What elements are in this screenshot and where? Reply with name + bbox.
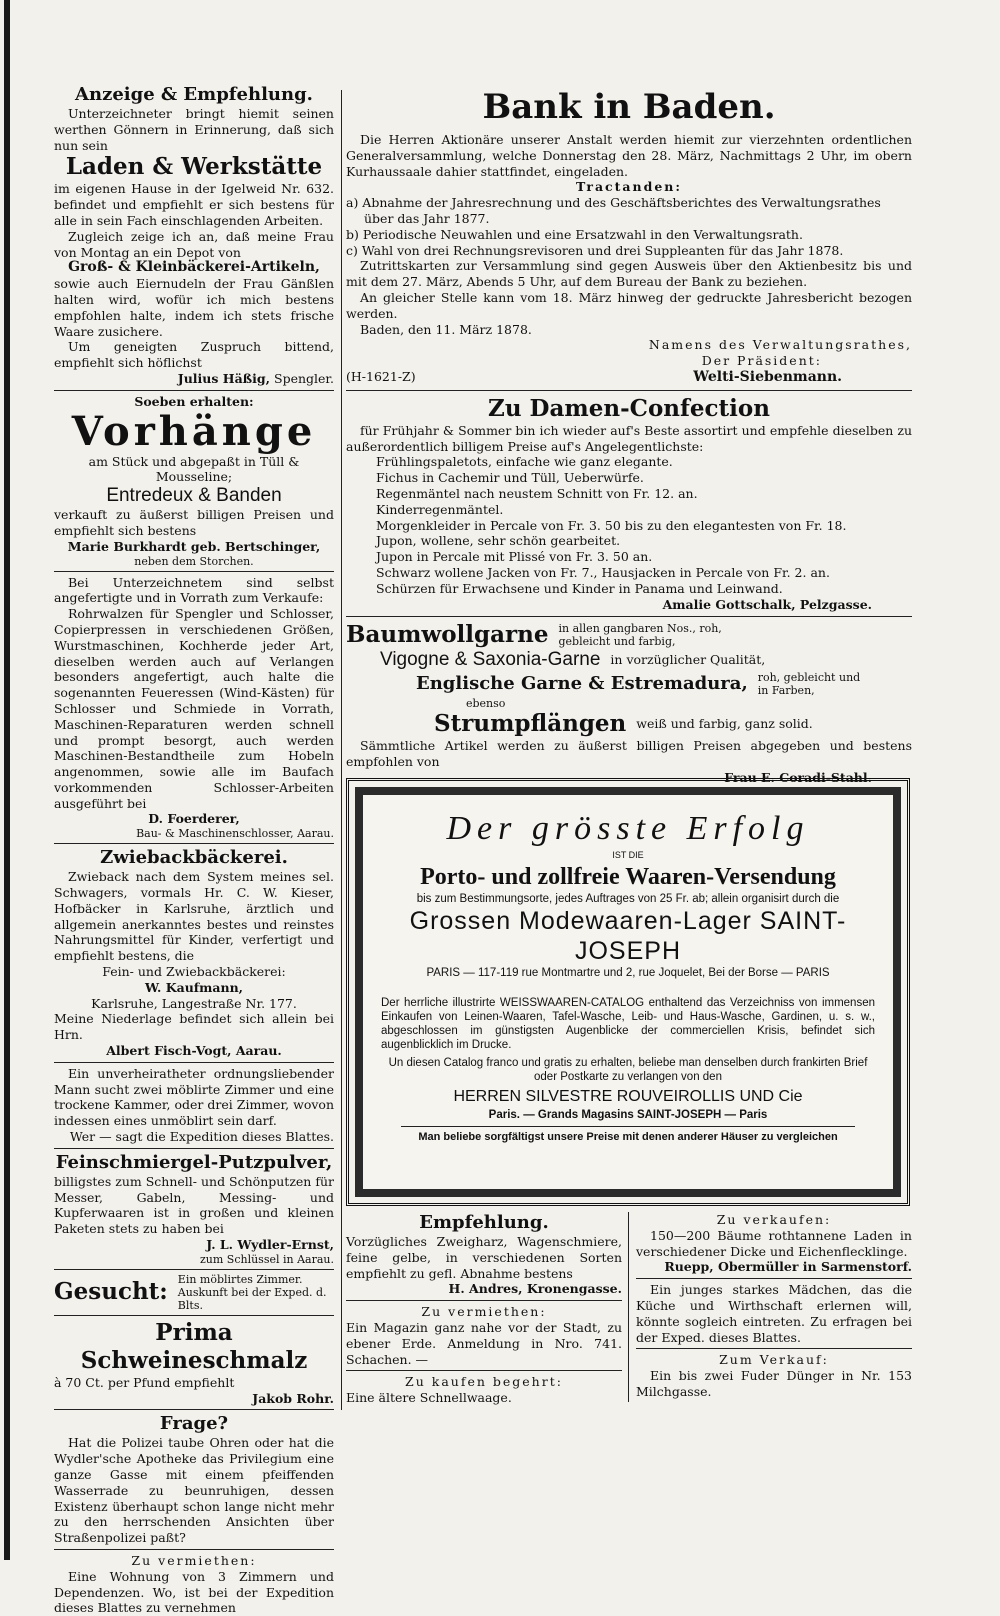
ad-text: Eine Wohnung von 3 Zimmern und Dependenzen. Wo, ist bei der Expedition dieses Blattes zu vernehmen [54,1568,334,1616]
ad-headline: Zwiebackbäckerei. [100,847,288,869]
ad-headline: Laden & Werkstätte [65,153,323,181]
garne-line [346,671,912,697]
ad-kicker: Zu vermiethen: [131,1552,257,1568]
ad-text: Eine ältere Schnellwaage. [346,1390,512,1406]
list-item: b) Periodische Neuwahlen und eine Ersatzwahl in den Verwaltungsrath. [346,226,803,242]
ad-kicker: Soeben erhalten: [134,393,254,409]
damen-headline: Zu Damen-Confection [488,394,770,422]
ad-kicker: Zum Verkauf: [719,1352,829,1368]
ad-signature-sub: neben dem Storchen. [134,554,254,568]
ad-signature: J. L. Wydler-Ernst, [206,1237,334,1253]
ad-text: Bei Unterzeichnetem sind selbst angefertigte und in Vorrath zum Verkaufe: [54,574,334,606]
ad-title: Anzeige & Empfehlung. [75,84,313,105]
ad-headline: Frage? [159,1413,229,1435]
garne-note: weiß und farbig, ganz solid. [636,716,813,732]
ad-signature: Julius Häßig, Spengler. [177,370,334,386]
garne-note: roh, gebleicht und in Farben, [757,671,861,698]
garne-line [346,710,912,738]
ad-text: sowie auch Eiernudeln der Frau Gänßlen halten wird, wofür ich mich bestens empfohlen halte, indem ich stets frische Waare zusichere. [54,276,334,339]
ad-text: à 70 Ct. per Pfund empfiehlt [54,1374,235,1390]
bank-headline: Bank in Baden. [482,87,776,127]
list-item: Schürzen für Erwachsene und Kinder in Panama und Leinwand. [376,580,783,596]
ad-signature: Marie Burkhardt geb. Bertschinger, [67,538,321,554]
garne-headline: Baumwollgarne [346,621,549,649]
ad-text: Fein- und Zwiebackbäckerei: [102,964,286,980]
column-divider [341,90,342,1410]
ad-box-firm: HERREN SILVESTRE ROUVEIROLLIS UND Cie [453,1088,803,1105]
ad-box-address: PARIS — 117-119 rue Montmartre und 2, rue Joquelet, Bei der Borse — PARIS [426,967,830,979]
bank-signature: Welti-Siebenmann. [693,368,842,385]
list-item: a) Abnahme der Jahresrechnung und des Geschäftsberichtes des Verwaltungsrathes über das Jahr 1877. [346,195,881,226]
ad-box-istdie: IST DIE [612,850,644,860]
list-item: Fichus in Cachemir und Tüll, Ueberwürfe. [376,470,644,486]
page-edge-bar [4,0,10,1560]
ad-text: billigstes zum Schnell- und Schönputzen für Messer, Gabeln, Messing- und Kupferwaaren ist in großen und kleinen Paketen stets zu haben bei [54,1173,334,1237]
ad-signature: W. Kaufmann, [144,979,244,995]
ad-box-store: Grossen Modewaaren-Lager SAINT-JOSEPH [409,907,847,965]
ad-text: verkauft zu äußerst billigen Preisen und empfiehlt sich bestens [54,507,334,538]
list-item: Jupon in Percale mit Plissé von Fr. 3. 50 an. [376,549,653,565]
garne-line [346,649,912,671]
list-item: Kinderregenmäntel. [376,501,504,517]
ad-box-title: Der grösste Erfolg [446,810,810,847]
left-column [54,84,334,1616]
garne-headline: Vigogne & Saxonia-Garne [380,649,601,671]
bank-date: Baden, den 11. März 1878. [360,321,532,337]
ad-text: Hat die Polizei taube Ohren oder hat die Wydler'sche Apotheke das Privilegium eine ganze Gasse mit einem pfeiffenden Wasserrade zu beunruhigen, dessen Existenz überhaupt schon lange nicht mehr zu den herrschenden Ansichten über Straßenpolizei paßt? [54,1435,334,1546]
bank-text: Zutrittskarten zur Versammlung sind gegen Ausweis über den Aktienbesitz bis und mit dem 27. März, Abends 5 Uhr, auf dem Bureau der Bank zu beziehen. [346,258,912,290]
garne-headline: Strumpflängen [434,710,627,738]
ad-text: Zugleich zeige ich an, daß meine Frau von Montag an ein Depot von [54,228,334,260]
bank-reference: (H-1621-Z) [346,368,416,384]
list-item: Morgenkleider in Percale von Fr. 3. 50 bis zu den elegantesten von Fr. 18. [376,517,847,533]
ad-text: Vorzügliches Zweigharz, Wagenschmiere, feine gelbe, in verschiedenen Sorten empfiehlt zu gefl. Abnahme bestens [346,1234,622,1281]
ad-text: Ein unverheiratheter ordnungsliebender Mann sucht zwei möblirte Zimmer und eine trockene Kammer, oder drei Zimmer, wovon indessen eines unmöblirt sein darf. [54,1065,334,1129]
ad-headline: Vorhänge [71,407,317,455]
ad-box-text: bis zum Bestimmungsorte, jedes Auftrages von 25 Fr. ab; allein organisirt durch die [416,893,840,905]
ad-box-porto: Porto- und zollfreie Waaren-Versendung [420,864,836,890]
ad-text: Ein junges starkes Mädchen, das die Küche und Wirthschaft erlernen will, könnte sogleich eintreten. Zu erfragen bei der Exped. dieses Blattes. [636,1282,912,1345]
ad-text: Ein Magazin ganz nahe vor der Stadt, zu ebener Erde. Anmeldung in Nro. 741. Schachen. — [346,1319,622,1367]
garne-signature: Frau E. Coradi-Stahl. [724,769,872,785]
ad-kicker: Zu verkaufen: [716,1212,832,1227]
ad-signature-sub: Bau- & Maschinenschlosser, Aarau. [136,827,334,841]
ad-text: 150—200 Bäume rothtannene Laden in verschiedener Dicke und Eichenflecklinge. [636,1227,912,1259]
garne-text: Sämmtliche Artikel werden zu äußerst billigen Preisen abgegeben und bestens empfohlen von [346,738,912,770]
ad-kicker: Zu vermiethen: [421,1304,547,1320]
ad-signature: D. Foerderer, [148,811,240,827]
bank-text: An gleicher Stelle kann vom 18. März hinweg der gedruckte Jahresbericht bezogen werden. [346,289,912,321]
ad-box-footer: Man beliebe sorgfältigst unsere Preise mit denen anderer Häuser zu vergleichen [418,1131,838,1143]
ad-box-text: Un diesen Catalog franco und gratis zu erhalten, beliebe man denselben durch frankirten Brief oder Postkarte zu verlangen von den [388,1057,868,1083]
ad-address: Karlsruhe, Langestraße Nr. 177. [91,995,297,1011]
ad-headline: Prima Schweineschmalz [80,1318,308,1374]
subcolumn-divider [628,1212,629,1402]
damen-text: für Frühjahr & Sommer bin ich wieder auf's Beste assortirt und empfehle dieselben zu außerordentlich billigem Preise auf's Angelegentlichste: [346,422,912,454]
right-column [346,84,912,786]
bank-praesident: Der Präsident: [701,353,822,369]
ad-subheadline: Entredeux & Banden [106,485,282,507]
ad-signature-sub: zum Schlüssel in Aarau. [199,1252,334,1266]
garne-note: in vorzüglicher Qualität, [610,652,766,668]
ad-text: Meine Niederlage befindet sich allein bei Hrn. [54,1011,334,1043]
garne-note: in allen gangbaren Nos., roh, gebleicht und farbig, [558,622,722,649]
ad-box-firm-sub: Paris. — Grands Magasins SAINT-JOSEPH — Paris [488,1109,768,1121]
ad-text: Zwieback nach dem System meines sel. Schwagers, vormals Hr. C. W. Kieser, Hofbäcker in Karlsruhe, ärztlich und allgemein anerkanntes bestes und reinstes Nahrungsmittel für Kinder, verfertigt und empfiehlt bestens, die [54,869,334,964]
ad-text: am Stück und abgepaßt in Tüll & Mousseline; [88,453,300,485]
bank-namens: Namens des Verwaltungsrathes, [648,337,912,353]
framed-advertisement-inner [355,787,901,1197]
bank-footer [346,369,912,386]
ad-subheadline: Groß- & Kleinbäckerei-Artikeln, [68,259,320,276]
list-item: Jupon, wollene, sehr schön gearbeitet. [376,533,621,549]
garne-headline: Englische Garne & Estremadura, [416,673,748,695]
bottom-right-subcolumn [636,1212,912,1400]
garne-ebenso: ebenso [466,697,506,711]
list-item: Regenmäntel nach neustem Schnitt von Fr. 12. an. [376,485,698,501]
ad-headline: Gesucht: [54,1278,168,1306]
garne-line [346,621,912,649]
ad-text: Unterzeichneter bringt hiemit seinen werthen Gönnern in Erinnerung, daß sich nun sein [54,106,334,153]
damen-signature: Amalie Gottschalk, Pelzgasse. [662,596,872,612]
ad-signature: H. Andres, Kronengasse. [448,1281,622,1297]
bank-tractanden: Tractanden: [575,179,683,195]
ad-text: Ein bis zwei Fuder Dünger in Nr. 153 Milchgasse. [636,1368,912,1399]
bank-text: Die Herren Aktionäre unserer Anstalt werden hiemit zur vierzehnten ordentlichen Generalversammlung, welche Donnerstag den 28. März, Nachmittags 2 Uhr, im obern Kurhaussaale dahier stattfindet, eingeladen. [346,132,912,179]
ad-text: Ein möblirtes Zimmer. Auskunft bei der Exped. d. Blts. [177,1272,327,1312]
list-item: Schwarz wollene Jacken von Fr. 7., Hausjacken in Percale von Fr. 2. an. [376,564,830,580]
ad-box-text: Der herrliche illustrirte WEISSWAAREN-CATALOG enthaltend das Verzeichniss von immensen Einkaufen von Leinen-Waaren, Tafel-Wasche, Leib- und Haus-Wasche, Gardinen, u. s. w., abgeschlossen im günstigsten Augenblicke der commerciellen Krisis, befindet sich augenblicklich im Drucke. [381,997,875,1051]
ad-text: Um geneigten Zuspruch bittend, empfiehlt sich höflichst [54,339,334,371]
ad-text: Rohrwalzen für Spengler und Schlosser, Copierpressen in verschiedenen Größen, Wurstmaschinen, Kochherde jeder Art, dieselben werden auch auf Verlangen besonders angefertigt, auch halte die sogenannten Feueressen (Wind-Kästen) für Schlosser und Schmiede in Vorrath, Maschinen-Reparaturen werden schnell und prompt besorgt, auch werden Maschinen-Bestandtheile zum Hobeln angenommen, sowie alle im Baufach vorkommenden Schlosser-Arbeiten ausgeführt bei [54,606,334,811]
ad-text: Wer — sagt die Expedition dieses Blattes. [69,1129,334,1145]
framed-advertisement [346,778,910,1206]
ad-signature: Jakob Rohr. [252,1390,334,1406]
list-item: c) Wahl von drei Rechnungsrevisoren und drei Suppleanten für das Jahr 1878. [346,242,844,258]
damen-items [346,454,912,596]
ad-gesucht [54,1273,334,1312]
ad-signature: Albert Fisch-Vogt, Aarau. [106,1043,282,1059]
ad-headline: Feinschmiergel-Putzpulver, [55,1151,333,1173]
ad-kicker: Zu kaufen begehrt: [405,1374,563,1390]
list-item: Frühlingspaletots, einfache wie ganz elegante. [376,454,673,470]
bottom-left-subcolumn [346,1212,622,1406]
ad-signature: Ruepp, Obermüller in Sarmenstorf. [664,1259,912,1275]
ad-headline: Empfehlung. [419,1212,549,1233]
bank-items [346,195,912,258]
ad-text: im eigenen Hause in der Igelweid Nr. 632. befindet und empfiehlt er sich bestens für alle in sein Fach einschlagenden Arbeiten. [54,181,334,228]
